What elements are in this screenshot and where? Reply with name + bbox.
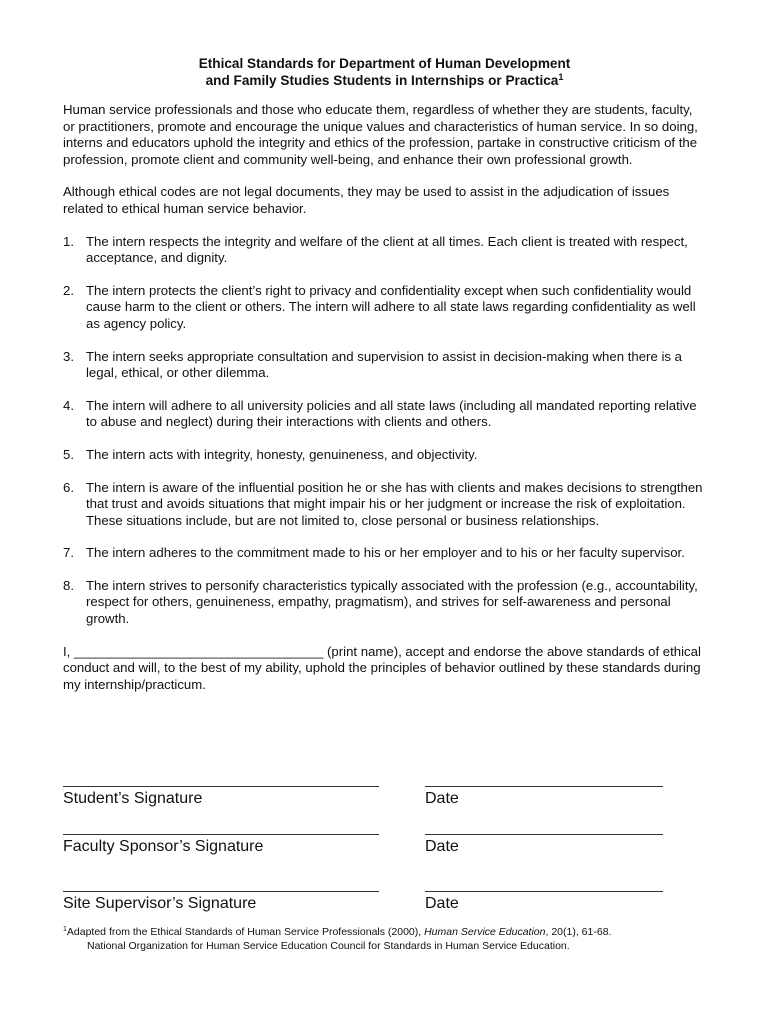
document-title bbox=[63, 55, 706, 89]
student-signature-label: Student’s Signature bbox=[63, 790, 203, 807]
student-signature-block bbox=[63, 776, 703, 807]
standard-number: 2. bbox=[63, 282, 74, 298]
student-date-line[interactable] bbox=[425, 776, 663, 787]
standard-text: The intern seeks appropriate consultation and supervision to assist in decision-making when there is a legal, ethical, or other dilemma. bbox=[86, 348, 682, 381]
title-footnote-mark: 1 bbox=[558, 72, 564, 82]
standard-number: 5. bbox=[63, 446, 74, 462]
footnote-line-1 bbox=[63, 925, 703, 939]
standard-text: The intern respects the integrity and welfare of the client at all times. Each client is treated with respect, acceptance, and dignity. bbox=[86, 233, 688, 266]
standard-text: The intern will adhere to all university policies and all state laws (including all mandated reporting relative to abuse and neglect) during their interactions with clients and others. bbox=[86, 397, 697, 430]
student-date-label: Date bbox=[425, 790, 459, 807]
site-supervisor-date-label: Date bbox=[425, 895, 459, 912]
standard-number: 1. bbox=[63, 233, 74, 249]
faculty-signature-block bbox=[63, 824, 703, 855]
footnote-journal-title: Human Service Education bbox=[424, 926, 546, 938]
standard-number: 7. bbox=[63, 545, 74, 561]
standard-text: The intern protects the client’s right to privacy and confidentiality except when such confidentiality would cause harm to the client or others. The intern will adhere to all state laws regarding confidentiality as well as agency policy. bbox=[86, 282, 696, 331]
standard-number: 3. bbox=[63, 348, 74, 364]
standard-item bbox=[63, 349, 706, 382]
title-line-1: Ethical Standards for Department of Human Development bbox=[198, 56, 571, 71]
standard-item bbox=[63, 398, 706, 431]
standard-text: The intern acts with integrity, honesty, genuineness, and objectivity. bbox=[86, 446, 478, 462]
intro-paragraph: Human service professionals and those who educate them, regardless of whether they are students, faculty, or practitioners, promote and encourage the unique values and characteristics of human service. In so doing, interns and educators uphold the integrity and ethics of the profession, partake in constructive criticism of the profession, promote client and community well-being, and enhance their own professional growth. bbox=[63, 102, 698, 167]
endorsement-paragraph: I, __________________________________ (print name), accept and endorse the above standards of ethical conduct and will, to the best of my ability, uphold the principles of behavior outlined by these standards during my internship/practicum. bbox=[63, 643, 701, 692]
standard-number: 6. bbox=[63, 479, 74, 495]
standard-item bbox=[63, 545, 706, 562]
faculty-date-label: Date bbox=[425, 838, 459, 855]
site-supervisor-signature-label: Site Supervisor’s Signature bbox=[63, 895, 257, 912]
standard-text: The intern adheres to the commitment made to his or her employer and to his or her faculty supervisor. bbox=[86, 545, 685, 561]
standard-item bbox=[63, 447, 706, 464]
standard-number: 8. bbox=[63, 577, 74, 593]
standard-item bbox=[63, 283, 706, 333]
faculty-signature-line[interactable] bbox=[63, 824, 379, 835]
footnote-text-before: Adapted from the Ethical Standards of Human Service Professionals (2000), bbox=[66, 926, 425, 938]
title-line-2-text: and Family Studies Students in Internships or Practica bbox=[205, 73, 559, 88]
footnote bbox=[63, 925, 703, 953]
faculty-date-line[interactable] bbox=[425, 824, 663, 835]
title-line-2 bbox=[63, 72, 706, 89]
faculty-signature-label: Faculty Sponsor’s Signature bbox=[63, 838, 264, 855]
standard-number: 4. bbox=[63, 397, 74, 413]
footnote-mark: 1 bbox=[63, 926, 67, 933]
standards-list bbox=[63, 234, 706, 628]
footnote-line-2: National Organization for Human Service Education Council for Standards in Human Service Education. bbox=[87, 940, 570, 952]
site-supervisor-date-line[interactable] bbox=[425, 881, 663, 892]
standard-item bbox=[63, 578, 706, 628]
site-supervisor-signature-block bbox=[63, 881, 703, 912]
standard-item bbox=[63, 480, 706, 530]
student-signature-line[interactable] bbox=[63, 776, 379, 787]
standard-text: The intern strives to personify characteristics typically associated with the profession (e.g., accountability, respect for others, genuineness, empathy, pragmatism), and strives for self-awareness and personal growth. bbox=[86, 577, 698, 627]
standard-item bbox=[63, 234, 706, 267]
site-supervisor-signature-line[interactable] bbox=[63, 881, 379, 892]
standard-text: The intern is aware of the influential position he or she has with clients and makes decisions to strengthen that trust and avoids situations that might impair his or her judgment or increase the risk of exploitation. These situations include, but are not limited to, close personal or business relationships. bbox=[86, 479, 703, 528]
legal-paragraph: Although ethical codes are not legal documents, they may be used to assist in the adjudication of issues related to ethical human service behavior. bbox=[63, 184, 670, 216]
footnote-text-after: , 20(1), 61-68. bbox=[545, 926, 612, 938]
